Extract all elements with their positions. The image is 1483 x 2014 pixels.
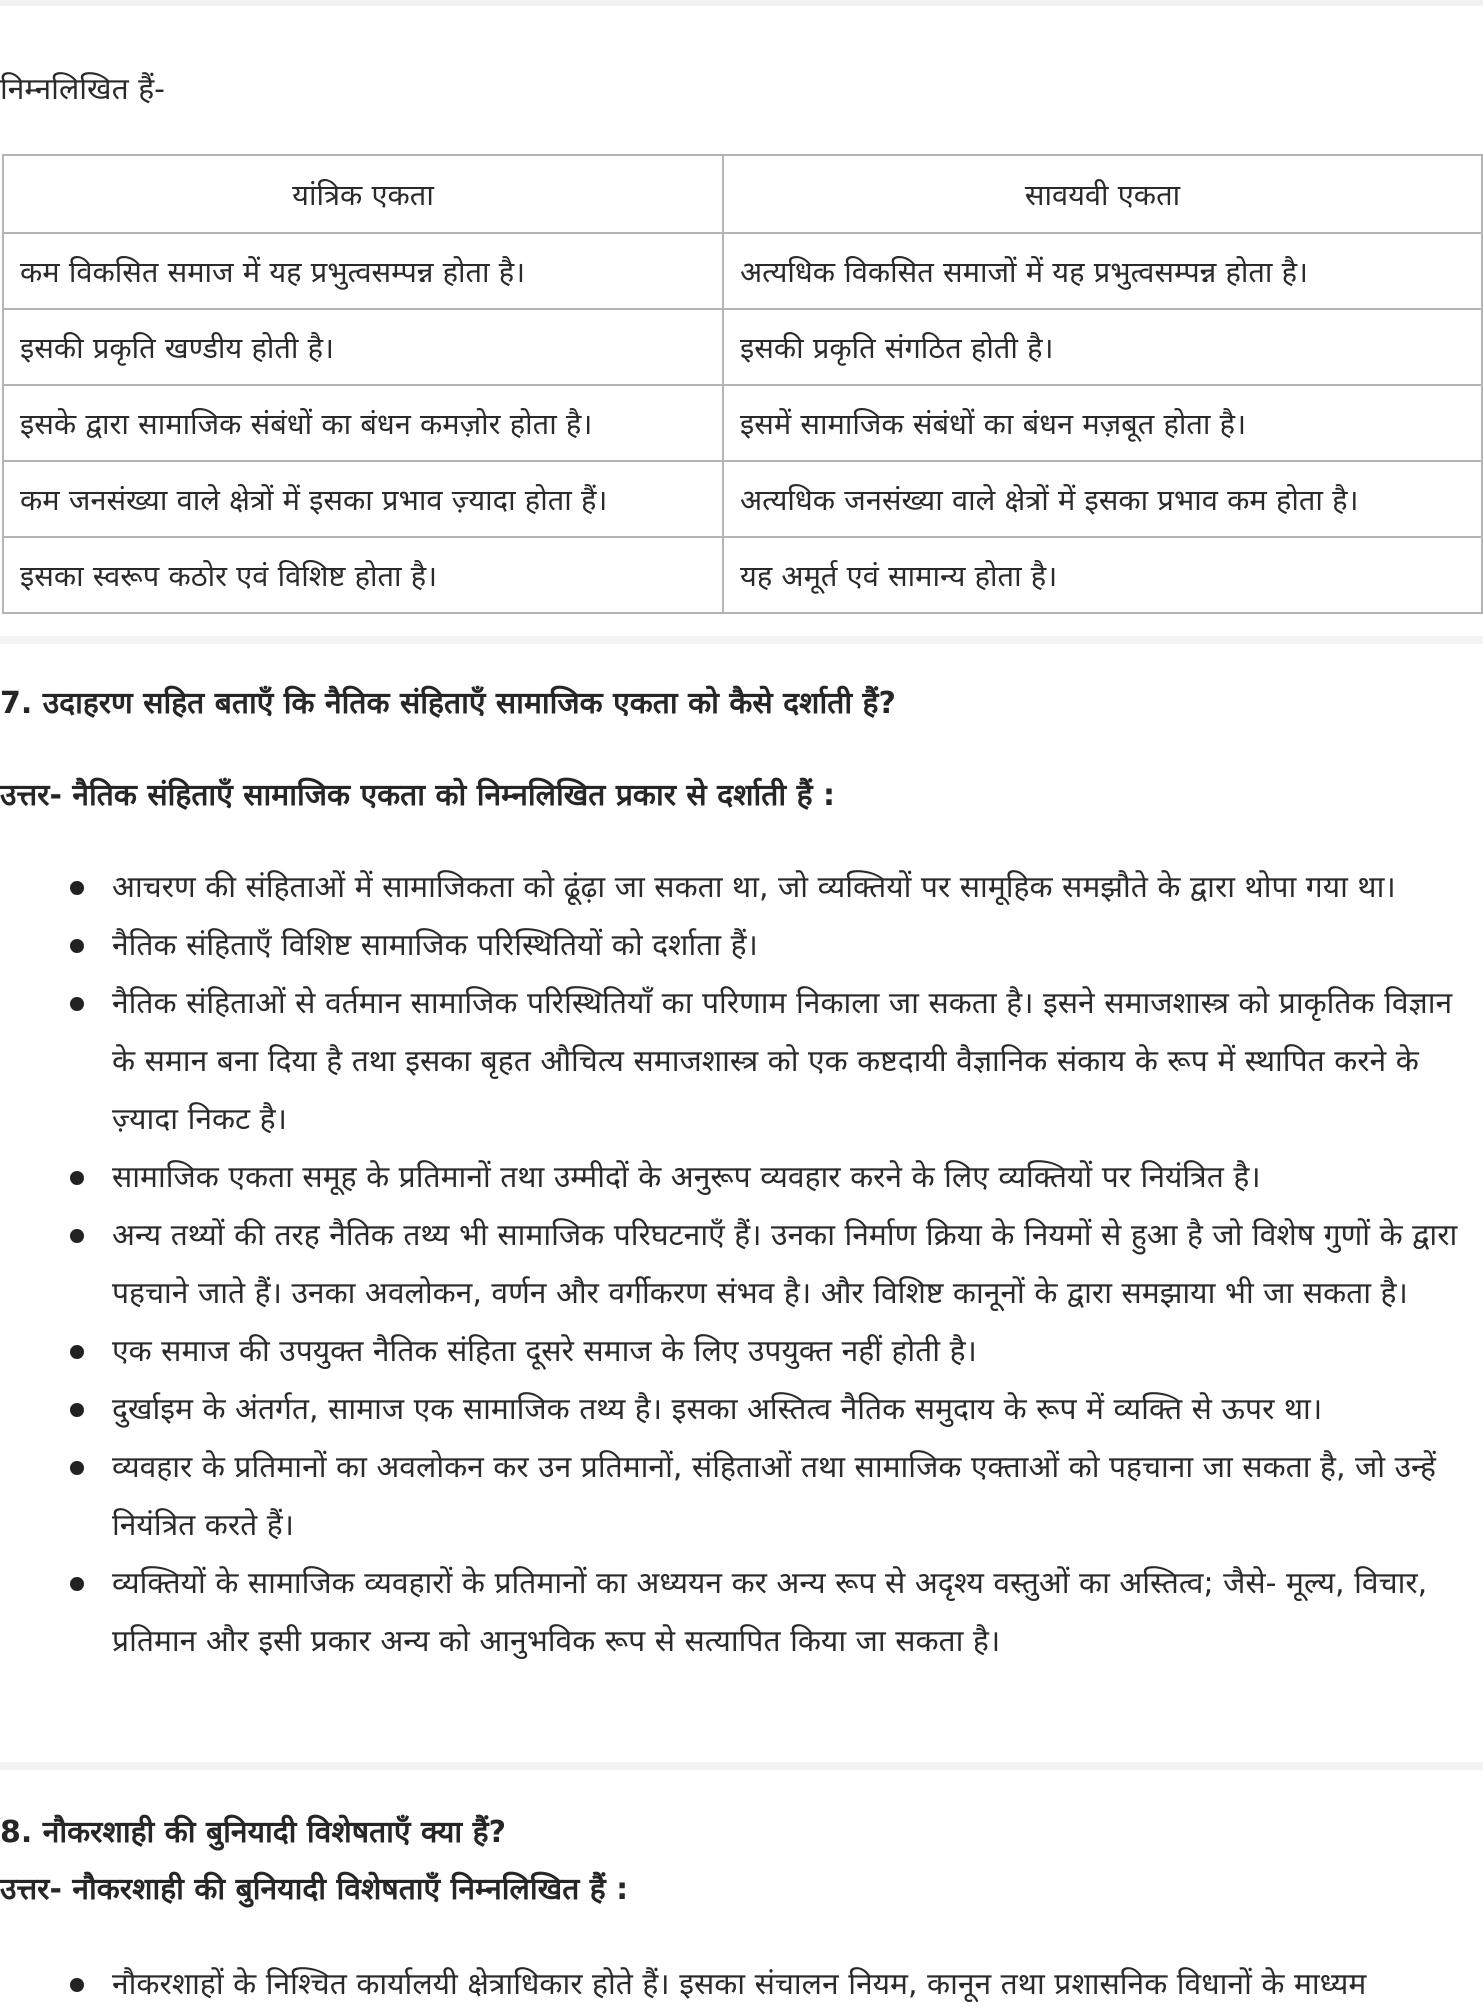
- header-mechanical-solidarity: यांत्रिक एकता: [3, 155, 723, 233]
- list-item: [0, 1555, 1483, 1671]
- bullet-icon: [70, 1577, 84, 1591]
- list-item-text: एक समाज की उपयुक्त नैतिक संहिता दूसरे समाज के लिए उपयुक्त नहीं होती है।: [112, 1334, 977, 1369]
- table-cell: इसकी प्रकृति संगठित होती है।: [723, 309, 1482, 385]
- question-8: 8. नौकरशाही की बुनियादी विशेषताएँ क्या हैं?: [0, 1815, 506, 1850]
- table-cell: अत्यधिक विकसित समाजों में यह प्रभुत्वसम्पन्न होता है।: [723, 233, 1482, 309]
- table-cell: इसके द्वारा सामाजिक संबंधों का बंधन कमज़ोर होता है।: [3, 385, 723, 461]
- table-cell: यह अमूर्त एवं सामान्य होता है।: [723, 537, 1482, 613]
- list-item: [0, 1956, 1483, 2014]
- table-row: [3, 233, 1482, 309]
- bullet-icon: [70, 997, 84, 1011]
- table-cell: कम जनसंख्या वाले क्षेत्रों में इसका प्रभाव ज़्यादा होता हैं।: [3, 461, 723, 537]
- list-item-text: व्यक्तियों के सामाजिक व्यवहारों के प्रतिमानों का अध्ययन कर अन्य रूप से अदृश्य वस्तुओं का अस्तित्व; जैसे- मूल्य, विचार, प्रतिमान और इसी प्रकार अन्य को आनुभविक रूप से सत्यापित किया जा सकता है।: [112, 1566, 1428, 1659]
- table-row: [3, 537, 1482, 613]
- list-item-text: नैतिक संहिताएँ विशिष्ट सामाजिक परिस्थितियों को दर्शाता हैं।: [112, 928, 758, 963]
- answer-7-list: [0, 859, 1483, 1671]
- table-cell: इसका स्वरूप कठोर एवं विशिष्ट होता है।: [3, 537, 723, 613]
- list-item-text: नौकरशाहों के निश्चित कार्यालयी क्षेत्राधिकार होते हैं। इसका संचालन नियम, कानून तथा प्रशासनिक विधानों के माध्यम: [112, 1967, 1367, 2002]
- question-7: 7. उदाहरण सहित बताएँ कि नैतिक संहिताएँ सामाजिक एकता को कैसे दर्शाती हैं?: [0, 686, 896, 721]
- answer-8-list: [0, 1956, 1483, 2014]
- list-item: [0, 975, 1483, 1149]
- list-item-text: सामाजिक एकता समूह के प्रतिमानों तथा उम्मीदों के अनुरूप व्यवहार करने के लिए व्यक्तियों पर नियंत्रित है।: [112, 1160, 1261, 1195]
- list-item: [0, 1323, 1483, 1381]
- table-cell: कम विकसित समाज में यह प्रभुत्वसम्पन्न होता है।: [3, 233, 723, 309]
- table-header-row: [3, 155, 1482, 233]
- bullet-icon: [70, 1171, 84, 1185]
- table-cell: अत्यधिक जनसंख्या वाले क्षेत्रों में इसका प्रभाव कम होता है।: [723, 461, 1482, 537]
- bullet-icon: [70, 1345, 84, 1359]
- list-item-text: अन्य तथ्यों की तरह नैतिक तथ्य भी सामाजिक परिघटनाएँ हैं। उनका निर्माण क्रिया के नियमों से हुआ है जो विशेष गुणों के द्वारा पहचाने जाते हैं। उनका अवलोकन, वर्णन और वर्गीकरण संभव है। और विशिष्ट कानूनों के द्वारा समझाया भी जा सकता है।: [112, 1218, 1458, 1311]
- comparison-table: [2, 154, 1483, 614]
- table-row: [3, 385, 1482, 461]
- list-item: [0, 1381, 1483, 1439]
- section-divider: [0, 636, 1483, 644]
- list-item-text: व्यवहार के प्रतिमानों का अवलोकन कर उन प्रतिमानों, संहिताओं तथा सामाजिक एक्ताओं को पहचाना जा सकता है, जो उन्हें नियंत्रित करते हैं।: [112, 1450, 1436, 1543]
- bullet-icon: [70, 881, 84, 895]
- table-row: [3, 461, 1482, 537]
- table-cell: इसकी प्रकृति खण्डीय होती है।: [3, 309, 723, 385]
- list-item: [0, 917, 1483, 975]
- bullet-icon: [70, 1229, 84, 1243]
- answer-7-intro: उत्तर- नैतिक संहिताएँ सामाजिक एकता को निम्नलिखित प्रकार से दर्शाती हैं :: [0, 778, 835, 813]
- list-item-text: नैतिक संहिताओं से वर्तमान सामाजिक परिस्थितियाँ का परिणाम निकाला जा सकता है। इसने समाजशास्त्र को प्राकृतिक विज्ञान के समान बना दिया है तथा इसका बृहत औचित्य समाजशास्त्र को एक कष्टदायी वैज्ञानिक संकाय के रूप में स्थापित करने के ज़्यादा निकट है।: [112, 986, 1453, 1137]
- list-item-text: आचरण की संहिताओं में सामाजिकता को ढूंढ़ा जा सकता था, जो व्यक्तियों पर सामूहिक समझौते के द्वारा थोपा गया था।: [112, 870, 1396, 905]
- list-item: [0, 859, 1483, 917]
- list-item: [0, 1439, 1483, 1555]
- header-organic-solidarity: सावयवी एकता: [723, 155, 1482, 233]
- intro-text: निम्नलिखित हैं-: [0, 72, 165, 107]
- table-cell: इसमें सामाजिक संबंधों का बंधन मज़बूत होता है।: [723, 385, 1482, 461]
- bullet-icon: [70, 1978, 84, 1992]
- list-item: [0, 1207, 1483, 1323]
- bullet-icon: [70, 1461, 84, 1475]
- table-row: [3, 309, 1482, 385]
- bullet-icon: [70, 1403, 84, 1417]
- answer-8-intro: उत्तर- नौकरशाही की बुनियादी विशेषताएँ निम्नलिखित हैं :: [0, 1872, 629, 1907]
- list-item-text: दुर्खाइम के अंतर्गत, सामाज एक सामाजिक तथ्य है। इसका अस्तित्व नैतिक समुदाय के रूप में व्यक्ति से ऊपर था।: [112, 1392, 1323, 1427]
- list-item: [0, 1149, 1483, 1207]
- section-divider: [0, 1762, 1483, 1770]
- top-divider: [0, 0, 1483, 6]
- bullet-icon: [70, 939, 84, 953]
